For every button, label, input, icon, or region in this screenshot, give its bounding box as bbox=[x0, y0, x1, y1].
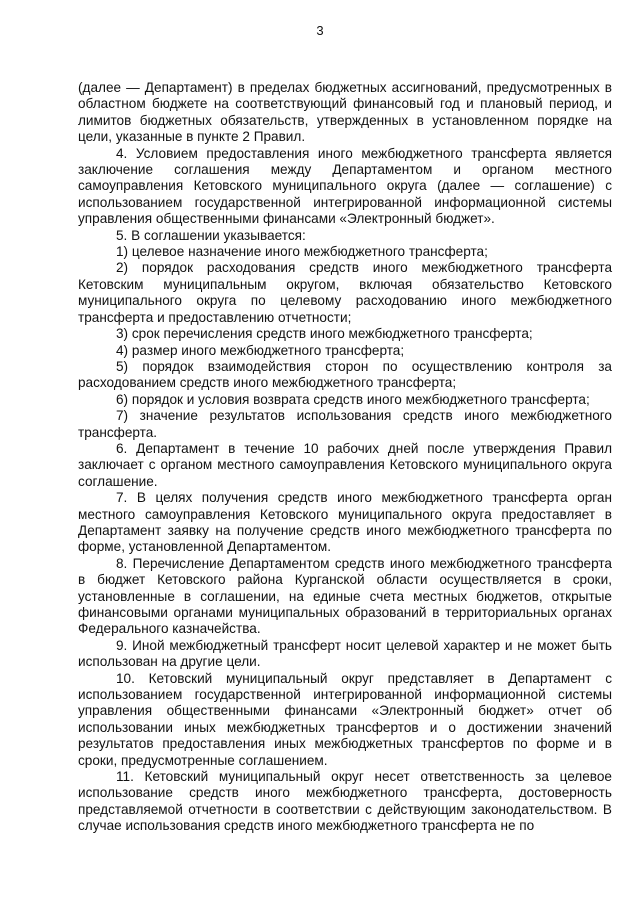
paragraph-continuation: (далее — Департамент) в пределах бюджетных ассигнований, предусмотренных в областном бюджете на соответствующий финансовый год и плановый период, и лимитов бюджетных обязательств, утвержденных в установленном порядке на цели, указанные в пункте 2 Правил. bbox=[78, 80, 612, 145]
paragraph-item-11: 11. Кетовский муниципальный округ несет ответственность за целевое использование средств иного межбюджетного трансферта, достоверность представляемой отчетности в соответствии с действующим законодательством. В случае использования средств иного межбюджетного трансферта не по bbox=[78, 769, 612, 834]
subitem-4: 4) размер иного межбюджетного трансферта; bbox=[116, 342, 405, 358]
paragraph-item-5: 5. В соглашении указывается: bbox=[116, 227, 306, 243]
subitem-2: 2) порядок расходования средств иного межбюджетного трансферта Кетовским муниципальным округом, включая обязательство Кетовского муниципального округа по целевому расходованию иного межбюджетного трансферта и предоставлению отчетности; bbox=[78, 260, 612, 325]
paragraph-item-10: 10. Кетовский муниципальный округ представляет в Департамент с использованием государственной интегрированной информационной системы управления общественными финансами «Электронный бюджет» отчет об использовании иных межбюджетных трансфертов и о достижении значений результатов предоставления иных межбюджетных трансфертов по форме и в сроки, предусмотренные соглашением. bbox=[78, 670, 612, 768]
paragraph-item-8: 8. Перечисление Департаментом средств иного межбюджетного трансферта в бюджет Кетовского района Курганской области осуществляется в сроки, установленные в соглашении, на единые счета местных бюджетов, открытые финансовыми органами муниципальных образований в территориальных органах Федерального казначейства. bbox=[78, 555, 612, 637]
subitem-5: 5) порядок взаимодействия сторон по осуществлению контроля за расходованием средств иного межбюджетного трансферта; bbox=[78, 358, 612, 391]
subitem-7: 7) значение результатов использования средств иного межбюджетного трансферта. bbox=[78, 408, 612, 440]
paragraph-item-9: 9. Иной межбюджетный трансферт носит целевой характер и не может быть использован на другие цели. bbox=[78, 637, 612, 670]
paragraph-item-7: 7. В целях получения средств иного межбюджетного трансферта орган местного самоуправления Кетовского муниципального округа предоставляет в Департамент заявку на получение средств иного межбюджетного трансферта по форме, установленной Департаментом. bbox=[78, 490, 612, 555]
document-body bbox=[78, 80, 612, 835]
paragraph-item-4: 4. Условием предоставления иного межбюджетного трансферта является заключение соглашения между Департаментом и органом местного самоуправления Кетовского муниципального округа (далее — соглашение) с использованием государственной интегрированной информационной системы управления общественными финансами «Электронный бюджет». bbox=[78, 145, 612, 227]
subitem-1: 1) целевое назначение иного межбюджетного трансферта; bbox=[116, 244, 488, 260]
paragraph-item-6: 6. Департамент в течение 10 рабочих дней после утверждения Правил заключает с органом местного самоуправления Кетовского муниципального округа соглашение. bbox=[78, 440, 612, 489]
page-number: 3 bbox=[316, 23, 324, 38]
subitem-3: 3) срок перечисления средств иного межбюджетного трансферта; bbox=[116, 326, 533, 342]
subitem-6: 6) порядок и условия возврата средств иного межбюджетного трансферта; bbox=[116, 391, 590, 407]
